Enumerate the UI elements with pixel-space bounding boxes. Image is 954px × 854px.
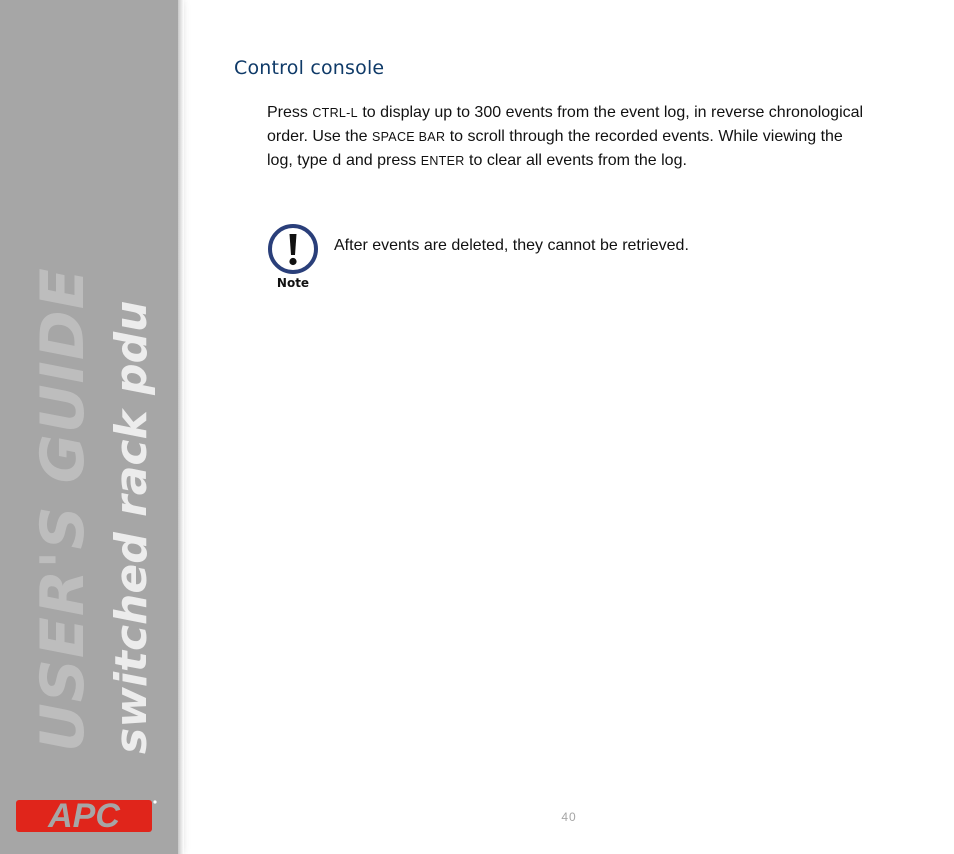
key-ctrl-l: CTRL-L — [312, 106, 358, 120]
note-label: Note — [276, 276, 310, 290]
sidebar — [0, 0, 178, 854]
apc-logo-text: APC — [48, 797, 120, 834]
exclamation-note-icon — [266, 223, 320, 291]
key-enter: ENTER — [420, 154, 465, 168]
guide-title: USER'S GUIDE — [28, 267, 98, 752]
body-paragraph: Press CTRL-L to display up to 300 events from the event log, in reverse chronological order. Use the SPACE BAR to scroll through the recorded events. While viewing the log, type d and press ENTER to clear all events from the log. — [267, 104, 864, 170]
sidebar-shadow — [178, 0, 184, 854]
apc-logo-mark — [16, 794, 158, 834]
command-d: d — [331, 152, 342, 170]
key-space-bar: SPACE BAR — [371, 130, 446, 144]
product-name: switched rack pdu — [106, 300, 157, 754]
note-text: After events are deleted, they cannot be retrieved. — [334, 237, 689, 254]
apc-logo — [16, 794, 158, 839]
page-number: 40 — [561, 810, 577, 824]
section-heading: Control console — [234, 57, 385, 79]
